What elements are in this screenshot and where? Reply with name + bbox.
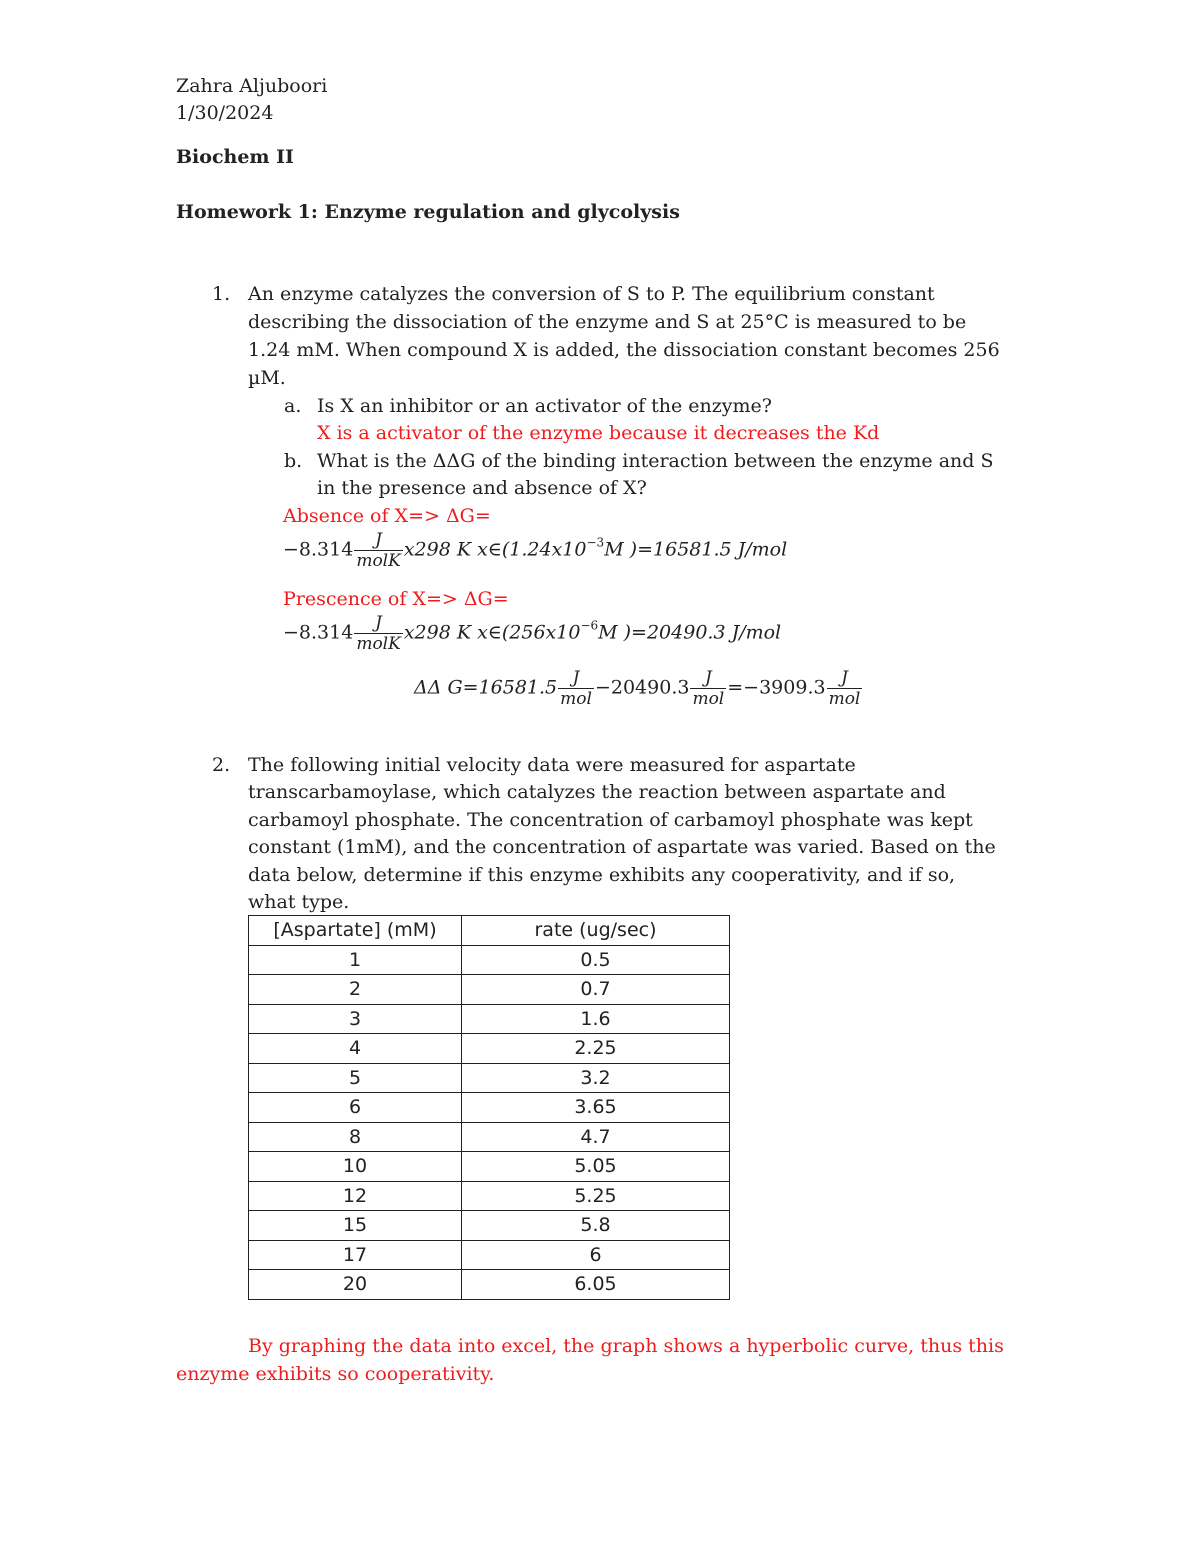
q1a-question: Is X an inhibitor or an activator of the enzyme? (317, 395, 772, 417)
q1-line-4: µM. (248, 367, 286, 389)
q2-number: 2. (212, 754, 231, 776)
q2-answer-line-2: enzyme exhibits so cooperativity. (176, 1363, 495, 1385)
equation-absence (283, 530, 787, 571)
aspartate-cell: 20 (249, 1270, 462, 1300)
equation-delta-delta-g (414, 668, 863, 709)
eq3-term3-fraction (827, 668, 863, 709)
table-header-row (249, 916, 730, 946)
q1a-marker: a. (284, 395, 302, 417)
rate-cell: 0.7 (462, 975, 730, 1005)
aspartate-cell: 5 (249, 1063, 462, 1093)
eq3-equals: =−3909.3 (727, 676, 826, 699)
eq3-t1-num: J (572, 668, 580, 688)
rate-cell: 5.8 (462, 1211, 730, 1241)
aspartate-cell: 8 (249, 1122, 462, 1152)
eq2-frac-num: J (375, 613, 382, 633)
rate-cell: 1.6 (462, 1004, 730, 1034)
header-rate: rate (ug/sec) (462, 916, 730, 946)
table-row (249, 1270, 730, 1300)
eq2-middle: x298 K x∈(256x10 (403, 621, 581, 644)
q1a-answer: X is a activator of the enzyme because it decreases the Kd (317, 422, 880, 444)
q1-line-1: An enzyme catalyzes the conversion of S to P. The equilibrium constant (248, 283, 935, 305)
eq2-fraction (354, 613, 403, 654)
eq1-coefficient: −8.314 (283, 538, 354, 561)
q2-line-4: constant (1mM), and the concentration of aspartate was varied. Based on the (248, 836, 996, 858)
rate-cell: 5.05 (462, 1152, 730, 1182)
rate-cell: 4.7 (462, 1122, 730, 1152)
eq3-t2-den: mol (692, 689, 725, 709)
eq1-tail: M )=16581.5 J/mol (604, 538, 788, 561)
eq3-t3-num: J (841, 668, 848, 688)
q2-line-2: transcarbamoylase, which catalyzes the reaction between aspartate and (248, 781, 946, 803)
eq3-t1-den: mol (560, 689, 592, 709)
aspartate-cell: 3 (249, 1004, 462, 1034)
eq3-minus: −20490.3 (594, 676, 690, 699)
aspartate-rate-table (248, 915, 730, 1300)
eq1-middle: x298 K x∈(1.24x10 (403, 538, 587, 561)
rate-cell: 3.65 (462, 1093, 730, 1123)
table-row (249, 1004, 730, 1034)
q1-line-3: 1.24 mM. When compound X is added, the dissociation constant becomes 256 (248, 339, 1000, 361)
q2-line-1: The following initial velocity data were measured for aspartate (248, 754, 856, 776)
presence-label: Prescence of X=> ΔG= (283, 588, 509, 610)
table-row (249, 1122, 730, 1152)
table-row (249, 945, 730, 975)
rate-cell: 0.5 (462, 945, 730, 975)
eq3-term2-fraction (690, 668, 726, 709)
eq1-exponent: −3 (586, 535, 605, 550)
q2-line-5: data below, determine if this enzyme exhibits any cooperativity, and if so, (248, 864, 956, 886)
aspartate-cell: 6 (249, 1093, 462, 1123)
equation-presence (283, 613, 781, 654)
table-row (249, 1034, 730, 1064)
absence-label: Absence of X=> ΔG= (283, 505, 491, 527)
homework-title: Homework 1: Enzyme regulation and glycolysis (176, 201, 680, 223)
eq3-t3-den: mol (828, 689, 861, 709)
rate-cell: 6.05 (462, 1270, 730, 1300)
table-row (249, 1093, 730, 1123)
eq1-fraction (354, 530, 403, 571)
eq3-lhs: ΔΔ G=16581.5 (414, 676, 558, 699)
q1b-question-line-1: What is the ΔΔG of the binding interaction between the enzyme and S (317, 450, 994, 472)
aspartate-cell: 15 (249, 1211, 462, 1241)
q2-line-3: carbamoyl phosphate. The concentration of carbamoyl phosphate was kept (248, 809, 973, 831)
eq2-exponent: −6 (580, 618, 599, 633)
eq2-tail: M )=20490.3 J/mol (598, 621, 782, 644)
q1-line-2: describing the dissociation of the enzyme and S at 25°C is measured to be (248, 311, 967, 333)
aspartate-cell: 10 (249, 1152, 462, 1182)
q1b-marker: b. (284, 450, 303, 472)
aspartate-cell: 12 (249, 1181, 462, 1211)
header-aspartate: [Aspartate] (mM) (249, 916, 462, 946)
table-row (249, 975, 730, 1005)
course-title: Biochem II (176, 146, 294, 168)
table-row (249, 1240, 730, 1270)
rate-cell: 5.25 (462, 1181, 730, 1211)
eq1-frac-num: J (375, 530, 382, 550)
eq1-frac-den: molK (356, 551, 401, 571)
q2-answer-line-1: By graphing the data into excel, the graph shows a hyperbolic curve, thus this (248, 1335, 1004, 1357)
table-row (249, 1181, 730, 1211)
eq3-term1-fraction (558, 668, 594, 709)
q1b-question-line-2: in the presence and absence of X? (317, 477, 647, 499)
author-name: Zahra Aljuboori (176, 75, 328, 97)
date: 1/30/2024 (176, 102, 274, 124)
aspartate-cell: 17 (249, 1240, 462, 1270)
aspartate-cell: 1 (249, 945, 462, 975)
eq2-frac-den: molK (356, 634, 401, 654)
eq2-coefficient: −8.314 (283, 621, 354, 644)
eq3-t2-num: J (704, 668, 712, 688)
table-row (249, 1063, 730, 1093)
aspartate-cell: 4 (249, 1034, 462, 1064)
rate-cell: 3.2 (462, 1063, 730, 1093)
q1-number: 1. (212, 283, 231, 305)
rate-cell: 6 (462, 1240, 730, 1270)
rate-cell: 2.25 (462, 1034, 730, 1064)
table-row (249, 1211, 730, 1241)
q2-line-6: what type. (248, 891, 350, 913)
table-row (249, 1152, 730, 1182)
aspartate-cell: 2 (249, 975, 462, 1005)
